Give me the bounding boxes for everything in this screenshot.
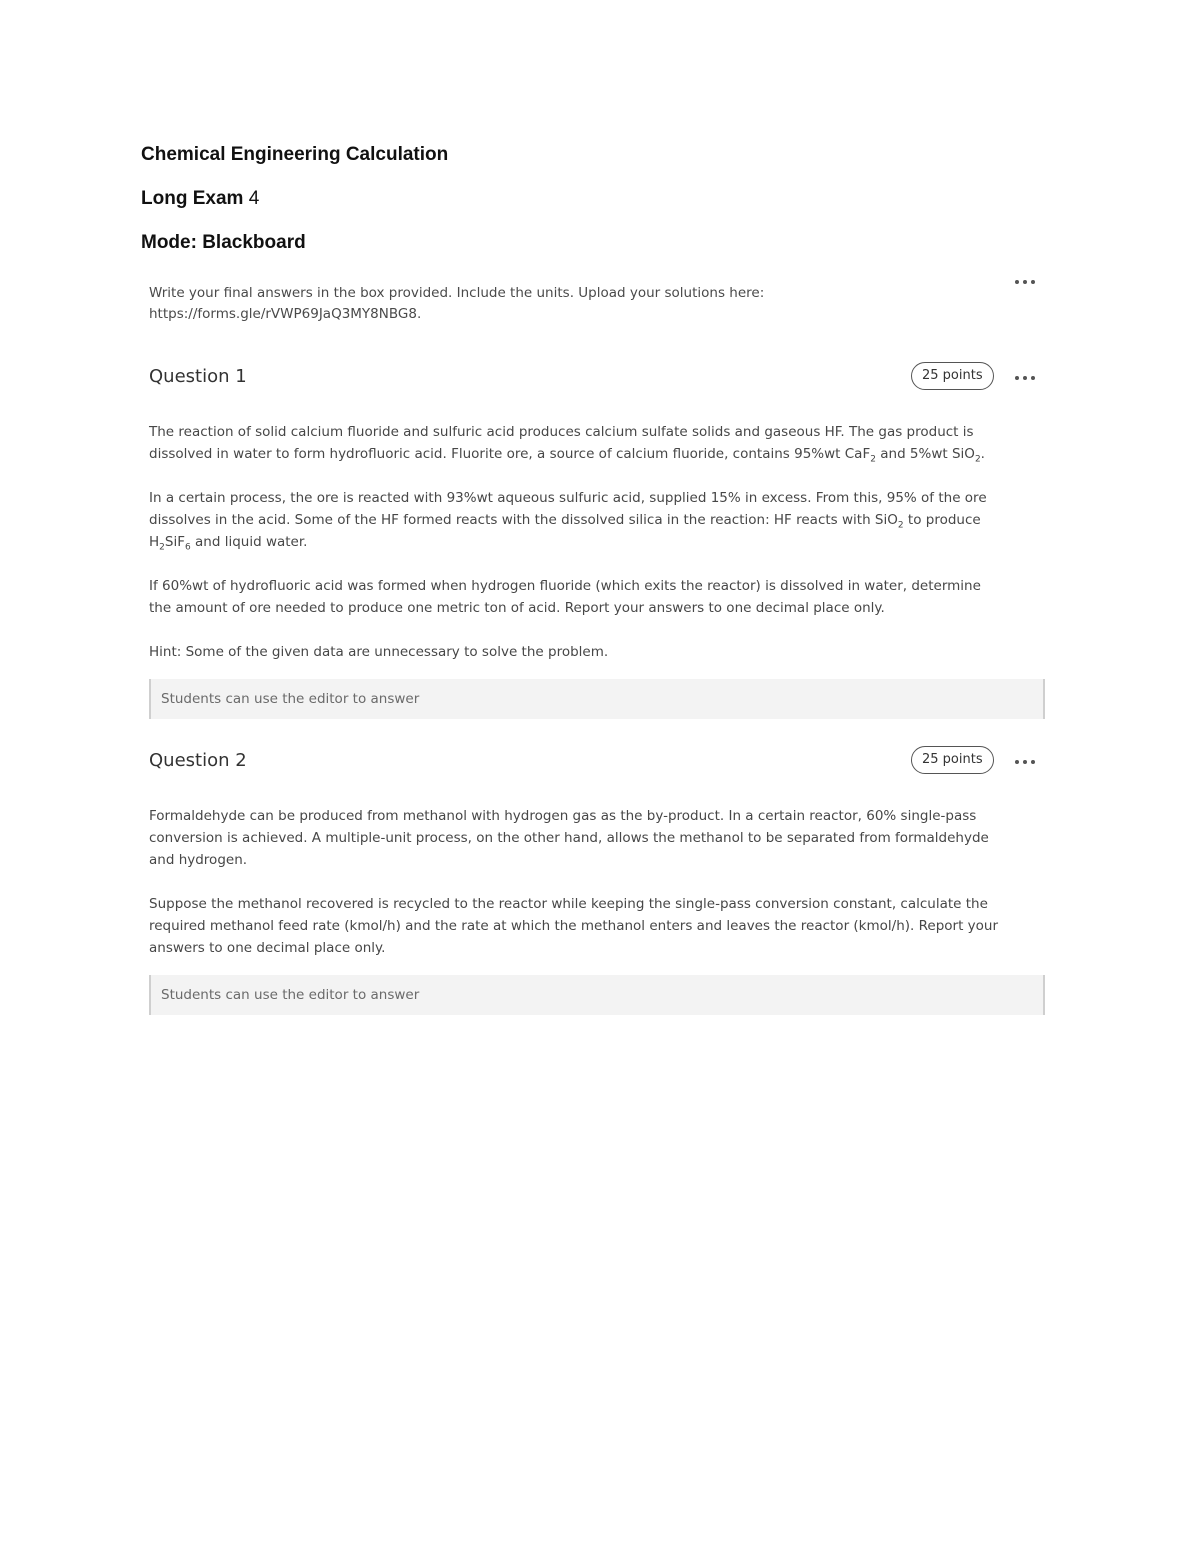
question-2-answer-editor[interactable]: Students can use the editor to answer (149, 975, 1045, 1015)
exam-header (141, 142, 841, 274)
instructions-more-icon[interactable] (1015, 276, 1035, 288)
question-2-points-badge[interactable]: 25 points (911, 746, 994, 774)
exam-number: 4 (248, 188, 260, 209)
question-1-title: Question 1 (149, 366, 247, 387)
instructions-text (149, 283, 969, 325)
exam-label: Long Exam (141, 188, 244, 209)
course-title (141, 142, 841, 186)
exam-mode (141, 230, 841, 274)
exam-mode-text: Mode: Blackboard (141, 232, 306, 253)
question-2-title: Question 2 (149, 750, 247, 771)
question-1-paragraph-1: The reaction of solid calcium fluoride and sulfuric acid produces calcium sulfate solids and gaseous HF. The gas product is dissolved in water to form hydrofluoric acid. Fluorite ore, a source of calcium fluoride, contains 95%wt CaF$_2$ and 5%wt SiO$_2$. (149, 424, 985, 465)
question-2-more-icon[interactable] (1015, 756, 1035, 768)
question-2-paragraph-1: Formaldehyde can be produced from methanol with hydrogen gas as the by-product. In a certain reactor, 60% single-pass conversion is achieved. A multiple-unit process, on the other hand, allows the methanol to be separated from formaldehyde and hydrogen. (149, 808, 989, 868)
instructions-line-1: Write your final answers in the box provided. Include the units. Upload your solutions here: (149, 285, 765, 301)
question-1-more-icon[interactable] (1015, 372, 1035, 384)
course-title-text: Chemical Engineering Calculation (141, 144, 449, 165)
question-1-body (149, 421, 999, 685)
question-1-points-badge[interactable]: 25 points (911, 362, 994, 390)
question-2-body (149, 805, 999, 981)
question-2-paragraph-2: Suppose the methanol recovered is recycled to the reactor while keeping the single-pass conversion constant, calculate the required methanol feed rate (kmol/h) and the rate at which the methanol enters and leaves the reactor (kmol/h). Report your answers to one decimal place only. (149, 896, 999, 956)
question-1-paragraph-3: If 60%wt of hydrofluoric acid was formed when hydrogen fluoride (which exits the reactor) is dissolved in water, determine the amount of ore needed to produce one metric ton of acid. Report your answers to one decimal place only. (149, 578, 981, 616)
question-1-answer-editor[interactable]: Students can use the editor to answer (149, 679, 1045, 719)
exam-title (141, 186, 841, 230)
question-1-hint: Hint: Some of the given data are unnecessary to solve the problem. (149, 644, 609, 660)
instructions-link[interactable]: https://forms.gle/rVWP69JaQ3MY8NBG8. (149, 306, 422, 322)
question-1-paragraph-2: In a certain process, the ore is reacted with 93%wt aqueous sulfuric acid, supplied 15% in excess. From this, 95% of the ore dissolves in the acid. Some of the HF formed reacts with the dissolved silica in the reaction: HF reacts with SiO$_2$ to produce $H_2SiF_6$ and liquid water. (149, 490, 987, 553)
